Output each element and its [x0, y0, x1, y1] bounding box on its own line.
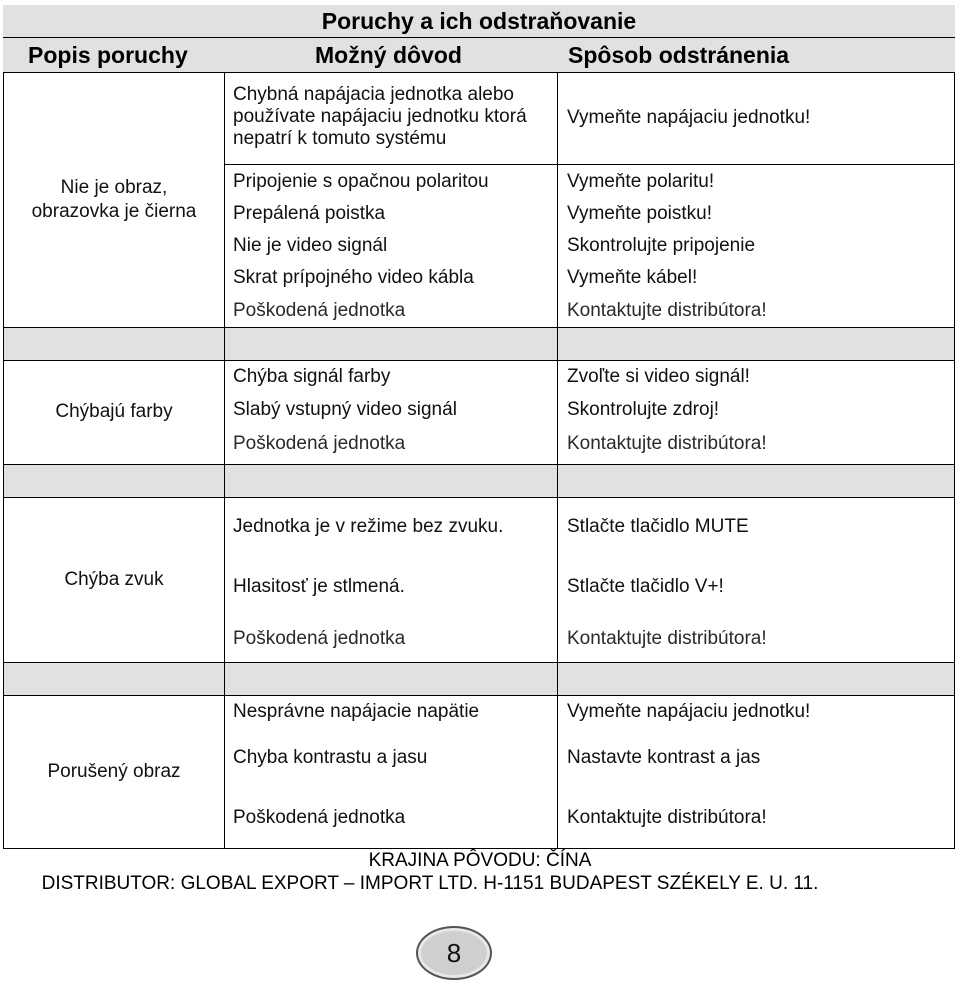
- cause-cell: [233, 84, 527, 150]
- header-description: Popis poruchy: [28, 42, 188, 68]
- remedy-cell: Vymeňte napájaciu jednotku!: [567, 107, 811, 128]
- description-line: Nie je obraz,: [60, 177, 168, 198]
- remedy-cell: Vymeňte polaritu!: [567, 171, 715, 192]
- remedy-cell: Stlačte tlačidlo V+!: [567, 576, 724, 597]
- remedy-cell: Zvoľte si video signál!: [567, 366, 750, 387]
- description-line: Chýbajú farby: [55, 401, 173, 422]
- cause-cell: Hlasitosť je stlmená.: [233, 576, 405, 597]
- troubleshooting-table: [3, 72, 955, 849]
- cause-cell: Jednotka je v režime bez zvuku.: [233, 516, 504, 537]
- remedy-cell: Kontaktujte distribútora!: [567, 628, 767, 649]
- page-number-badge: [416, 926, 492, 980]
- description-line: Chýba zvuk: [64, 569, 164, 590]
- remedy-cell: Nastavte kontrast a jas: [567, 747, 761, 768]
- section-separator: [4, 328, 954, 361]
- cause-cell: Poškodená jednotka: [233, 628, 406, 649]
- section-distorted-picture: [4, 696, 954, 848]
- country-of-origin: KRAJINA PÔVODU: ČÍNA: [368, 850, 592, 871]
- remedy-cell: Skontrolujte zdroj!: [567, 399, 720, 420]
- cause-line: nepatrí k tomuto systému: [233, 128, 447, 149]
- cause-cell: Poškodená jednotka: [233, 807, 406, 828]
- cause-line: používate napájaciu jednotku ktorá: [233, 106, 527, 127]
- cause-cell: Nesprávne napájacie napätie: [233, 701, 480, 722]
- description-line: obrazovka je čierna: [31, 201, 197, 222]
- cause-cell: Chyba kontrastu a jasu: [233, 747, 428, 768]
- description-cell: [4, 568, 224, 592]
- table-header: [3, 37, 955, 73]
- description-cell: [4, 760, 224, 784]
- cause-cell: Poškodená jednotka: [233, 300, 406, 321]
- remedy-cell: Skontrolujte pripojenie: [567, 235, 756, 256]
- section-no-picture: [4, 72, 954, 328]
- cause-line: Chybná napájacia jednotka alebo: [233, 84, 514, 105]
- cause-cell: Prepálená poistka: [233, 203, 386, 224]
- header-remedy: Spôsob odstránenia: [568, 42, 790, 68]
- description-line: Porušený obraz: [47, 761, 181, 782]
- remedy-cell: Vymeňte kábel!: [567, 267, 698, 288]
- remedy-cell: Vymeňte poistku!: [567, 203, 713, 224]
- cause-cell: Pripojenie s opačnou polaritou: [233, 171, 489, 192]
- cause-cell: Chýba signál farby: [233, 366, 391, 387]
- remedy-cell: Kontaktujte distribútora!: [567, 433, 767, 454]
- cause-cell: Poškodená jednotka: [233, 433, 406, 454]
- table-title: Poruchy a ich odstraňovanie: [3, 5, 955, 37]
- remedy-cell: Vymeňte napájaciu jednotku!: [567, 701, 811, 722]
- remedy-cell: Kontaktujte distribútora!: [567, 807, 767, 828]
- section-separator: [4, 465, 954, 498]
- cause-cell: Skrat prípojného video kábla: [233, 267, 474, 288]
- section-no-sound: [4, 498, 954, 663]
- section-separator: [4, 663, 954, 696]
- page-number: 8: [446, 938, 462, 968]
- distributor-info: DISTRIBUTOR: GLOBAL EXPORT – IMPORT LTD. H-1151 BUDAPEST SZÉKELY E. U. 11.: [41, 873, 819, 894]
- remedy-cell: Stlačte tlačidlo MUTE: [567, 516, 749, 537]
- description-cell: [4, 176, 224, 224]
- section-no-color: [4, 361, 954, 465]
- header-cause: Možný dôvod: [315, 42, 462, 68]
- remedy-cell: Kontaktujte distribútora!: [567, 300, 767, 321]
- cause-cell: Nie je video signál: [233, 235, 388, 256]
- description-cell: [4, 400, 224, 424]
- cause-cell: Slabý vstupný video signál: [233, 399, 457, 420]
